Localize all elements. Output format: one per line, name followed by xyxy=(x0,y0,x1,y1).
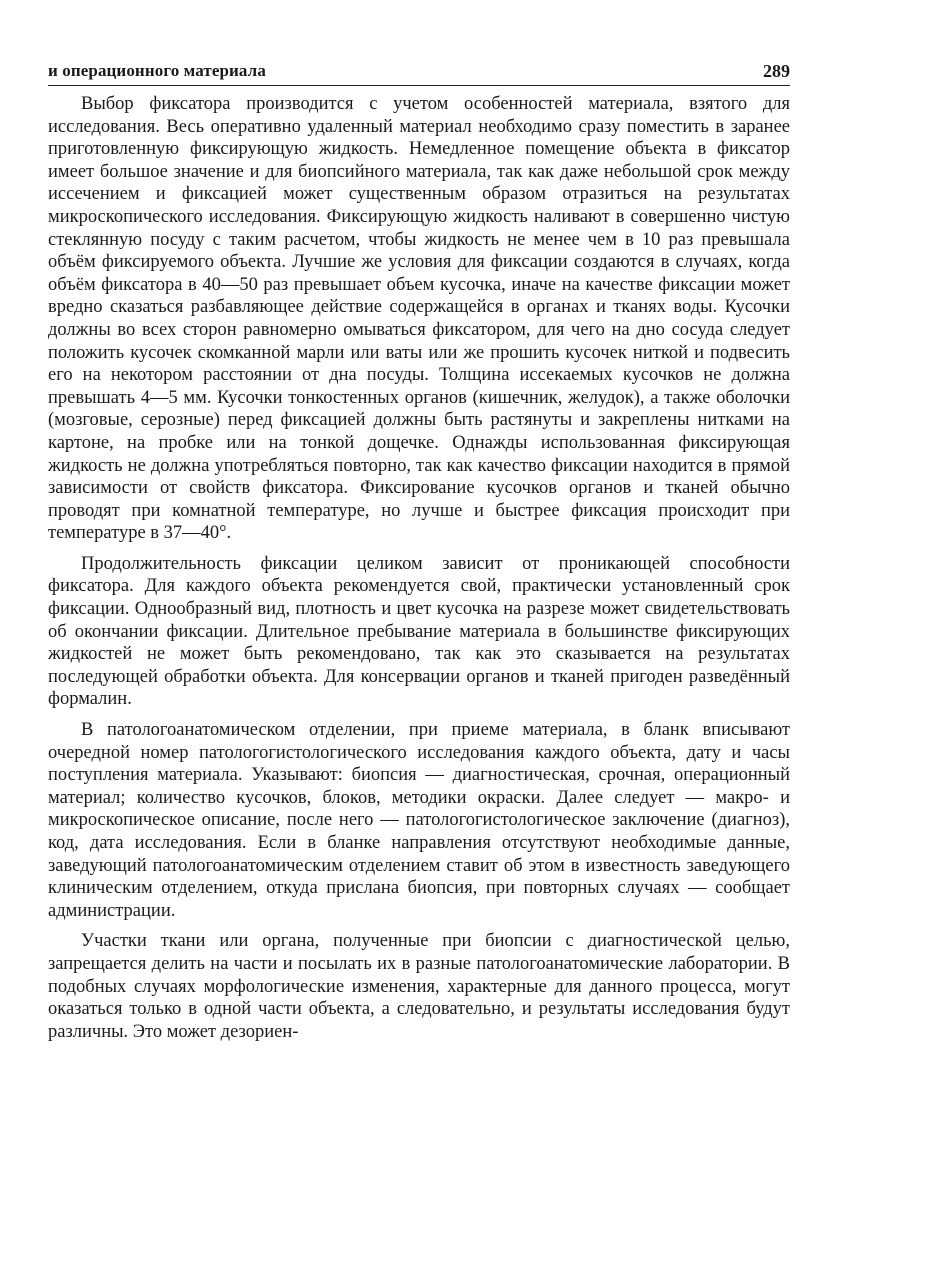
running-title: и операционного материала xyxy=(48,61,266,80)
body-text xyxy=(48,93,790,1043)
paragraph: Участки ткани или органа, полученные при биопсии с диагностической целью, запрещается делить на части и посылать их в разные патологоанатомические лаборатории. В подобных случаях морфологические изменения, характерные для данного процесса, могут оказаться только в одной части объекта, а следовательно, и результаты исследования будут различны. Это может дезориен- xyxy=(48,931,790,1042)
book-page xyxy=(48,60,790,1051)
paragraph: Выбор фиксатора производится с учетом особенностей материала, взятого для исследования. Весь оперативно удаленный материал необходимо сразу поместить в заранее приготовленную фиксирующую жидкость. Немедленное помещение объекта в фиксатор имеет большое значение и для биопсийного материала, так как даже небольшой срок между иссечением и фиксацией может существенным образом отразиться на результатах микроскопического исследования. Фиксирующую жидкость наливают в совершенно чистую стеклянную посуду с таким расчетом, чтобы жидкость не менее чем в 10 раз превышала объём фиксируемого объекта. Лучшие же условия для фиксации создаются в случаях, когда объём фиксатора в 40—50 раз превышает объем кусочка, иначе на качестве фиксации может вредно сказаться разбавляющее действие содержащейся в органах и тканях воды. Кусочки должны во всех сторон равномерно омываться фиксатором, для чего на дно сосуда следует положить кусочек скомканной марли или ваты или же прошить кусочек ниткой и подвесить его на некотором расстоянии от дна посуды. Толщина иссекаемых кусочков не должна превышать 4—5 мм. Кусочки тонкостенных органов (кишечник, желудок), а также оболочки (мозговые, серозные) перед фиксацией должны быть растянуты и закреплены нитками на картоне, на пробке или на тонкой дощечке. Однажды использованная фиксирующая жидкость не должна употребляться повторно, так как качество фиксации находится в прямой зависимости от свойств фиксатора. Фиксирование кусочков органов и тканей обычно проводят при комнатной температуре, но лучше и быстрее фиксация происходит при температуре в 37—40°. xyxy=(48,94,790,544)
page-number: 289 xyxy=(763,61,790,81)
paragraph: В патологоанатомическом отделении, при приеме материала, в бланк вписывают очередной номер патологогистологического исследования каждого объекта, дату и часы поступления материала. Указывают: биопсия — диагностическая, срочная, операционный материал; количество кусочков, блоков, методики окраски. Далее следует — макро- и микроскопическое описание, после него — патологогистологическое заключение (диагноз), код, дата исследования. Если в бланке направления отсутствуют необходимые данные, заведующий патологоанатомическим отделением ставит об этом в известность заведующего клиническим отделением, откуда прислана биопсия, при повторных случаях — сообщает администрации. xyxy=(48,720,790,921)
paragraph: Продолжительность фиксации целиком зависит от проникающей способности фиксатора. Для каждого объекта рекомендуется свой, практически установленный срок фиксации. Однообразный вид, плотность и цвет кусочка на разрезе может свидетельствовать об окончании фиксации. Длительное пребывание материала в большинстве фиксирующих жидкостей не может быть рекомендовано, так как это сказывается на результатах последующей обработки объекта. Для консервации органов и тканей пригоден разведённый формалин. xyxy=(48,553,790,710)
running-header xyxy=(48,60,790,86)
